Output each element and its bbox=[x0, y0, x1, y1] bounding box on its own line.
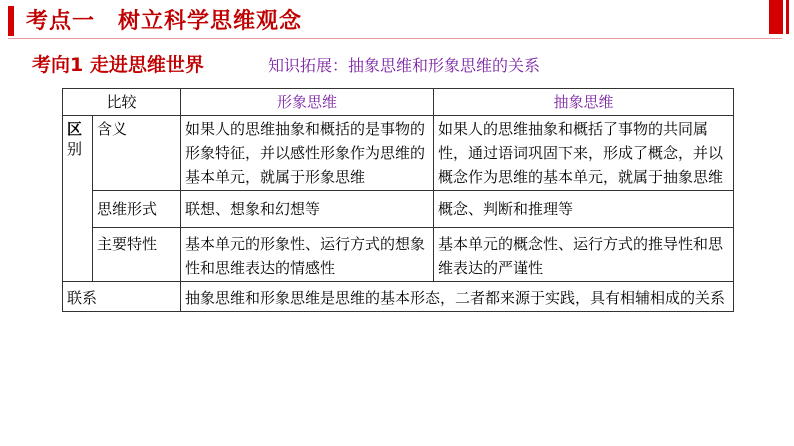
table-row bbox=[63, 282, 734, 312]
extension-heading: 知识拓展：抽象思维和形象思维的关系 bbox=[268, 56, 541, 75]
cell-image-form: 联想、想象和幻想等 bbox=[181, 191, 434, 228]
header-abstract-thinking: 抽象思维 bbox=[434, 89, 734, 116]
table-row bbox=[63, 116, 734, 191]
difference-group-label bbox=[63, 116, 93, 282]
table-header-row bbox=[63, 89, 734, 116]
row-label-traits: 主要特性 bbox=[93, 228, 181, 282]
cell-abstract-traits: 基本单元的概念性、运行方式的推导性和思维表达的严谨性 bbox=[434, 228, 734, 282]
cell-image-meaning: 如果人的思维抽象和概括的是事物的形象特征，并以感性形象作为思维的基本单元，就属于形象思维 bbox=[181, 116, 434, 191]
table-row bbox=[63, 228, 734, 282]
section-subtitle: 考向1 走进思维世界 bbox=[32, 54, 204, 76]
cell-abstract-meaning: 如果人的思维抽象和概括了事物的共同属性，通过语词巩固下来，形成了概念，并以概念作为思维的基本单元，就属于抽象思维 bbox=[434, 116, 734, 191]
page-title: 考点一 树立科学思维观念 bbox=[26, 9, 303, 34]
row-label-form: 思维形式 bbox=[93, 191, 181, 228]
cell-relation: 抽象思维和形象思维是思维的基本形态，二者都来源于实践，具有相辅相成的关系 bbox=[181, 282, 734, 312]
title-divider bbox=[8, 38, 782, 39]
header-image-thinking: 形象思维 bbox=[181, 89, 434, 116]
corner-accent-bar-thin bbox=[786, 0, 789, 34]
cell-image-traits: 基本单元的形象性、运行方式的想象性和思维表达的情感性 bbox=[181, 228, 434, 282]
title-accent-bar bbox=[8, 6, 14, 36]
table-row bbox=[63, 191, 734, 228]
comparison-table bbox=[62, 88, 734, 312]
corner-accent-bar bbox=[769, 0, 783, 34]
header-compare: 比较 bbox=[63, 89, 181, 116]
cell-abstract-form: 概念、判断和推理等 bbox=[434, 191, 734, 228]
row-label-relation: 联系 bbox=[63, 282, 181, 312]
difference-label-char-2: 别 bbox=[67, 140, 83, 158]
row-label-meaning: 含义 bbox=[93, 116, 181, 191]
difference-label-char-1: 区 bbox=[67, 120, 83, 138]
